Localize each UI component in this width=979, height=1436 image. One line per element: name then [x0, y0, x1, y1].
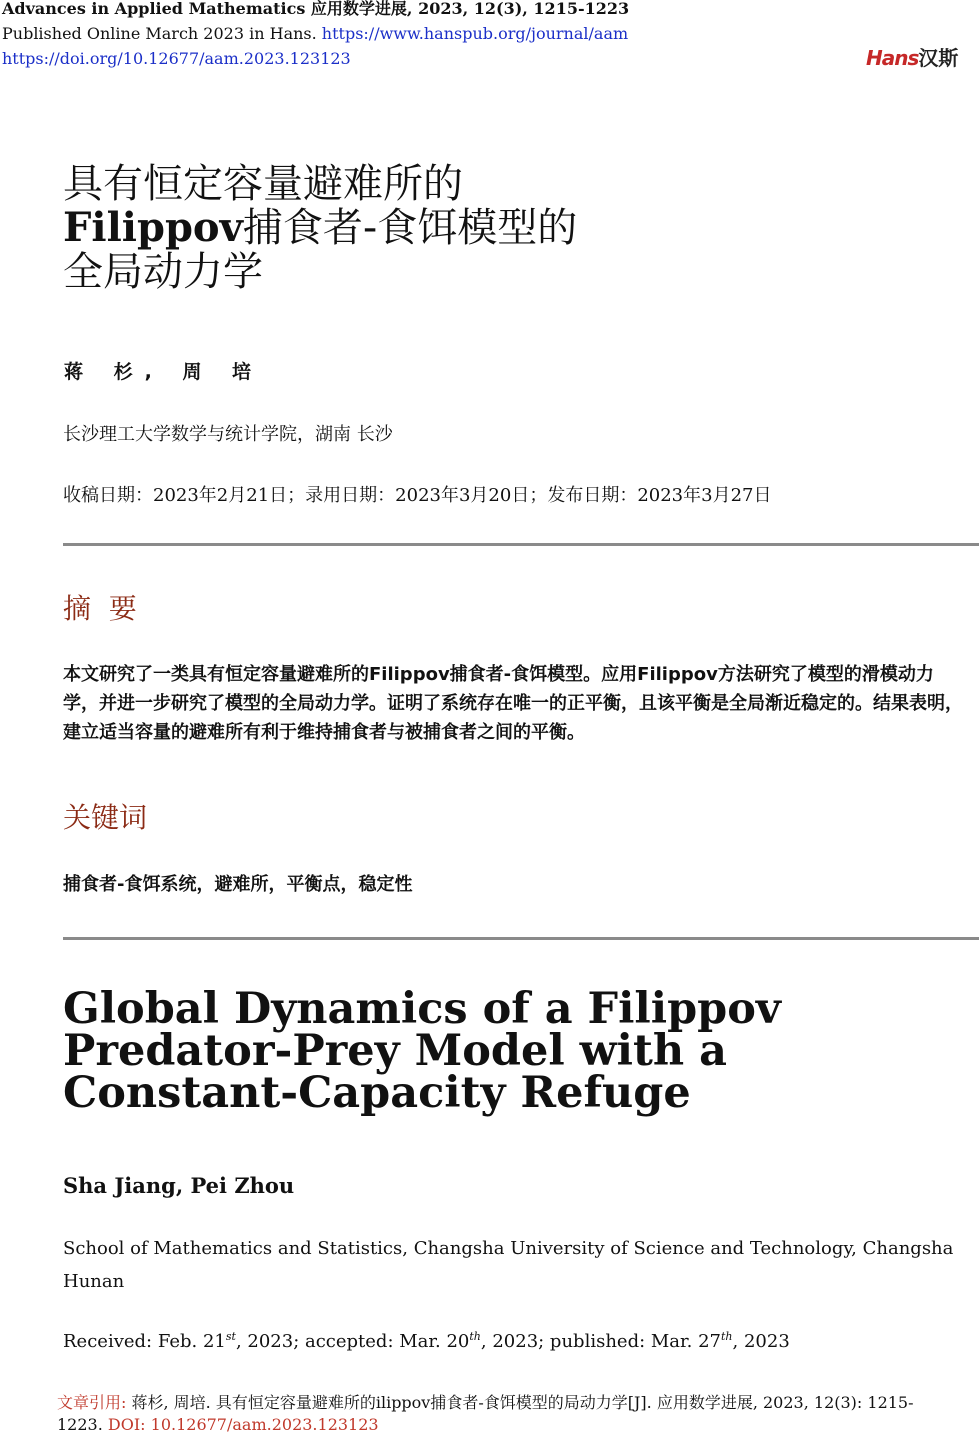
publication-line	[2, 23, 628, 45]
abstract-text: 本文研究了一类具有恒定容量避难所的Filippov捕食者-食饵模型。应用Filippov方法研究了模型的滑模动力学，并进一步研究了模型的全局动力学。证明了系统存在唯一的正平衡，且该平衡是全局渐近稳定的。结果表明，建立适当容量的避难所有利于维持捕食者与被捕食者之间的平衡。	[63, 664, 963, 743]
title-cn-line3: 全局动力学	[63, 249, 263, 295]
published-date: , 2023; published: Mar. 27	[480, 1331, 722, 1352]
citation-text: 蒋杉, 周培. 具有恒定容量避难所的ilippov捕食者-食饵模型的局动力学[J]. 应用数学进展, 2023, 12(3): 1215-1223.	[57, 1393, 914, 1434]
received-date: Received: Feb. 21	[63, 1331, 226, 1352]
doi-link[interactable]: https://doi.org/10.12677/aam.2023.123123	[2, 49, 351, 68]
keywords-heading: 关键词	[63, 801, 148, 834]
authors-cn: 蒋 杉, 周 培	[64, 361, 264, 383]
title-cn-line2-rest: 捕食者-食饵模型的	[242, 205, 578, 251]
title-en	[63, 984, 781, 1118]
abstract-heading: 摘 要	[63, 592, 137, 625]
received-line	[63, 1330, 790, 1352]
title-cn	[63, 162, 577, 294]
title-en-line2: Predator-Prey Model with a	[63, 1026, 727, 1076]
logo-latin: Hans	[866, 46, 919, 70]
keywords-text: 捕食者-食饵系统，避难所，平衡点，稳定性	[63, 874, 413, 895]
journal-link[interactable]: https://www.hanspub.org/journal/aam	[321, 24, 629, 43]
received-sup: st	[225, 1330, 236, 1343]
title-en-line3: Constant-Capacity Refuge	[63, 1068, 691, 1118]
citation-label: 文章引用:	[57, 1393, 127, 1412]
affiliation-en: School of Mathematics and Statistics, Changsha University of Science and Technology, Changsha Hunan	[63, 1238, 954, 1292]
citation-doi[interactable]: DOI: 10.12677/aam.2023.123123	[107, 1415, 379, 1434]
published-sup: th	[721, 1330, 733, 1343]
accepted-date: , 2023; accepted: Mar. 20	[235, 1331, 470, 1352]
title-cn-line1: 具有恒定容量避难所的	[63, 161, 463, 207]
hans-logo	[866, 42, 958, 71]
authors-en: Sha Jiang, Pei Zhou	[63, 1173, 295, 1198]
accepted-sup: th	[469, 1330, 481, 1343]
citation	[57, 1392, 957, 1436]
published-text: Published Online March 2023 in Hans.	[2, 24, 317, 43]
divider-top	[63, 543, 979, 546]
affiliation-cn: 长沙理工大学数学与统计学院，湖南 长沙	[63, 424, 393, 445]
received-tail: , 2023	[732, 1331, 790, 1352]
title-cn-line2	[63, 206, 577, 250]
dates-cn: 收稿日期：2023年2月21日；录用日期：2023年3月20日；发布日期：2023年3月27日	[63, 485, 772, 506]
divider-middle	[63, 937, 979, 940]
journal-header: Advances in Applied Mathematics 应用数学进展, 2023, 12(3), 1215-1223	[2, 0, 630, 18]
title-en-line1: Global Dynamics of a Filippov	[63, 984, 781, 1034]
title-cn-filippov: Filippov	[63, 204, 243, 251]
logo-cn: 汉斯	[918, 46, 959, 70]
